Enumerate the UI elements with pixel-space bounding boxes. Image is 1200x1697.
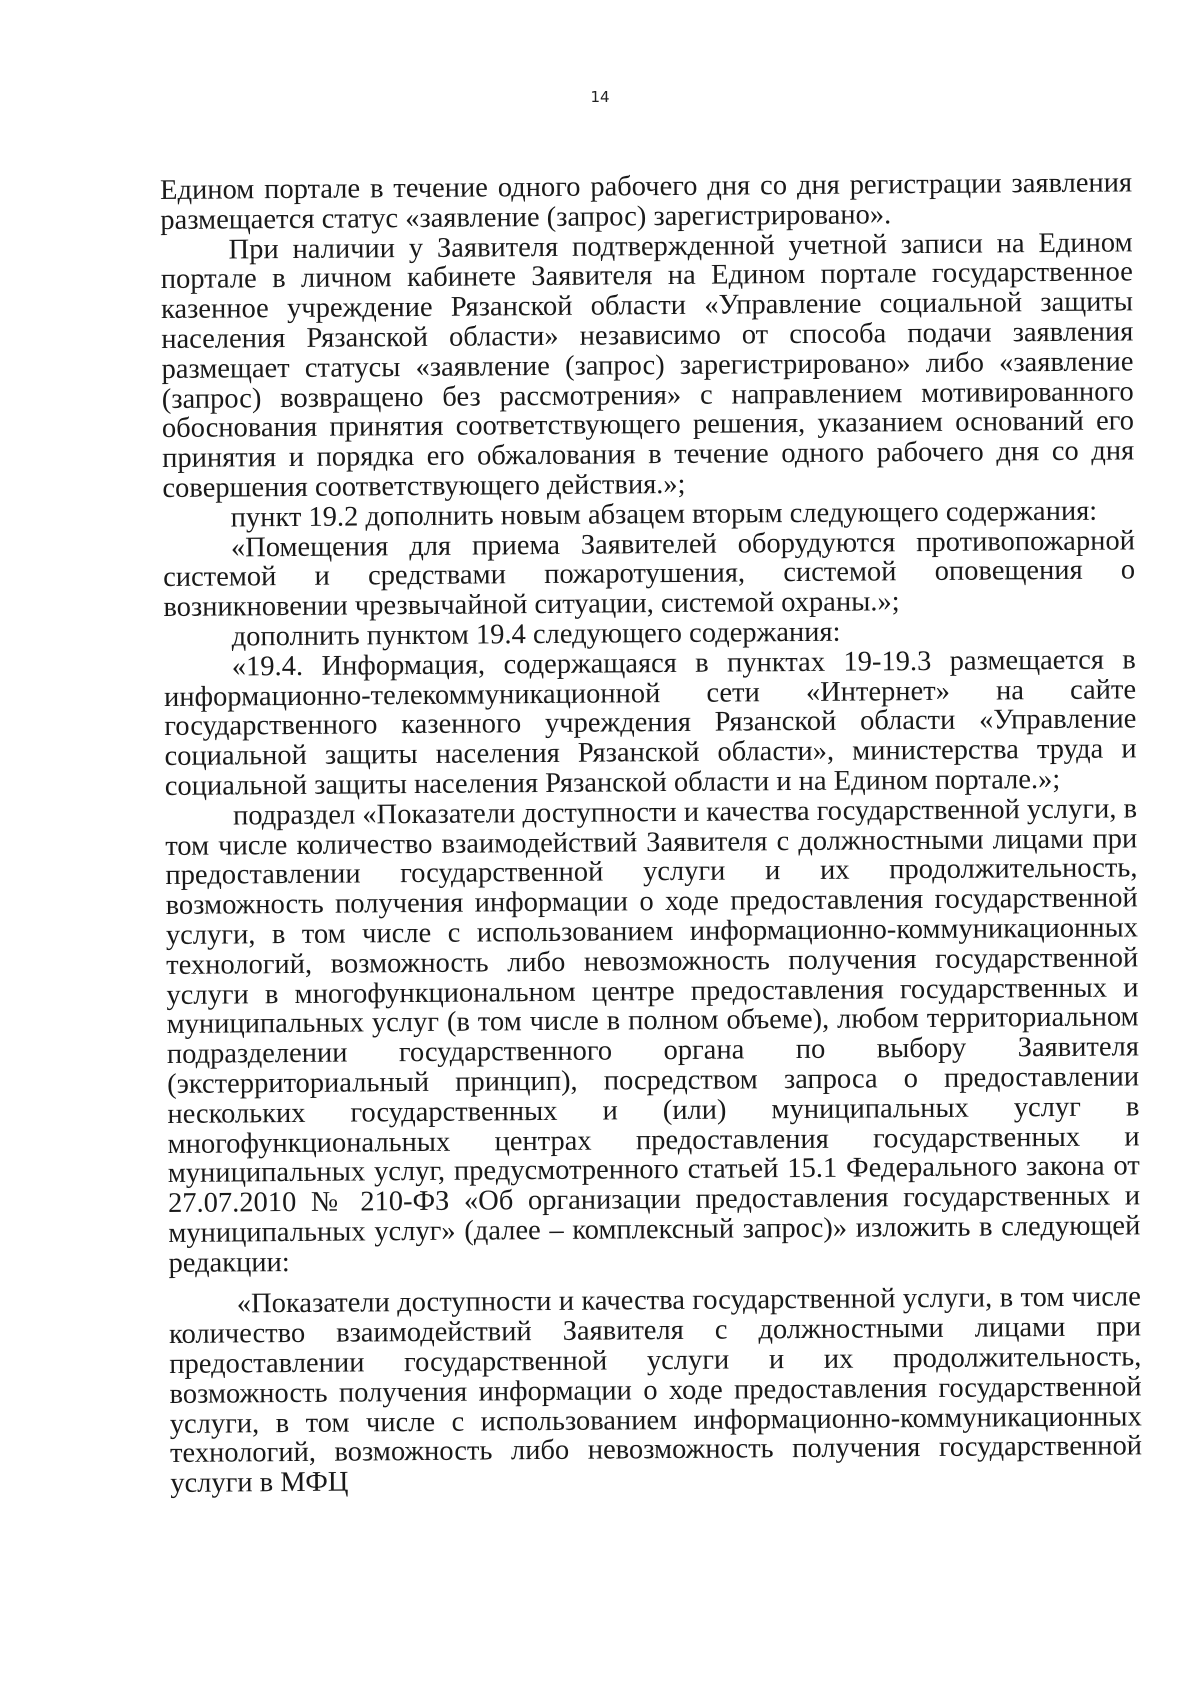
paragraph: «Показатели доступности и качества государственной услуги, в том числе количество взаимодействий Заявителя с должностными лицами при предоставлении государственной услуги и их продолжительность, возможность получения информации о ходе предоставления государственной услуги, в том числе с использованием информационно-коммуникационных технологий, возможность либо невозможность получения государственной услуги в МФЦ (168, 1281, 1143, 1500)
paragraph: «Помещения для приема Заявителей оборудуются противопожарной системой и средствами пожаротушения, системой оповещения о возникновении чрезвычайной ситуации, системой охраны.»; (163, 524, 1136, 624)
paragraph: подраздел «Показатели доступности и качества государственной услуги, в том числе количество взаимодействий Заявителя с должностными лицами при предоставлении государственной услуги и их продолжительность, возможность получения информации о ходе предоставления государственной услуги, в том числе с использованием информационно-коммуникационных технологий, возможность либо невозможность получения государственной услуги в многофункциональном центре предоставления государственных и муниципальных услуг (в том числе в полном объеме), любом территориальном подразделении государственного органа по выбору Заявителя (экстерриториальный принцип), посредством запроса о предоставлении нескольких государственных и (или) муниципальных услуг в многофункциональных центрах предоставления государственных и муниципальных услуг, предусмотренного статьей 15.1 Федерального закона от 27.07.2010 № 210-ФЗ «Об организации предоставления государственных и муниципальных услуг» (далее – комплексный запрос)» изложить в следующей редакции: (165, 793, 1141, 1279)
document-body (160, 168, 1142, 1499)
page-number: 14 (590, 88, 610, 106)
paragraph: пункт 19.2 дополнить новым абзацем вторым следующего содержания: (230, 495, 1098, 534)
paragraph: Едином портале в течение одного рабочего дня со дня регистрации заявления размещается статус «заявление (запрос) зарегистрировано». (159, 167, 1133, 236)
paragraph: При наличии у Заявителя подтвержденной учетной записи на Едином портале в личном кабинете Заявителя на Едином портале государственное казенное учреждение Рязанской области «Управление социальной защиты населения Рязанской области» независимо от способа подачи заявления размещает статусы «заявление (запрос) зарегистрировано» либо «заявление (запрос) возвращено без рассмотрения» с направлением мотивированного обоснования принятия соответствующего решения, указанием оснований его принятия и порядка его обжалования в течение одного рабочего дня со дня совершения соответствующего действия.»; (160, 226, 1135, 504)
paragraph: «19.4. Информация, содержащаяся в пунктах 19-19.3 размещается в информационно-телекоммуникационной сети «Интернет» на сайте государственного казенного учреждения Рязанской области «Управление социальной защиты населения Рязанской области», министерства труда и социальной защиты населения Рязанской области и на Едином портале.»; (163, 644, 1137, 802)
paragraph: дополнить пунктом 19.4 следующего содержания: (231, 616, 841, 653)
